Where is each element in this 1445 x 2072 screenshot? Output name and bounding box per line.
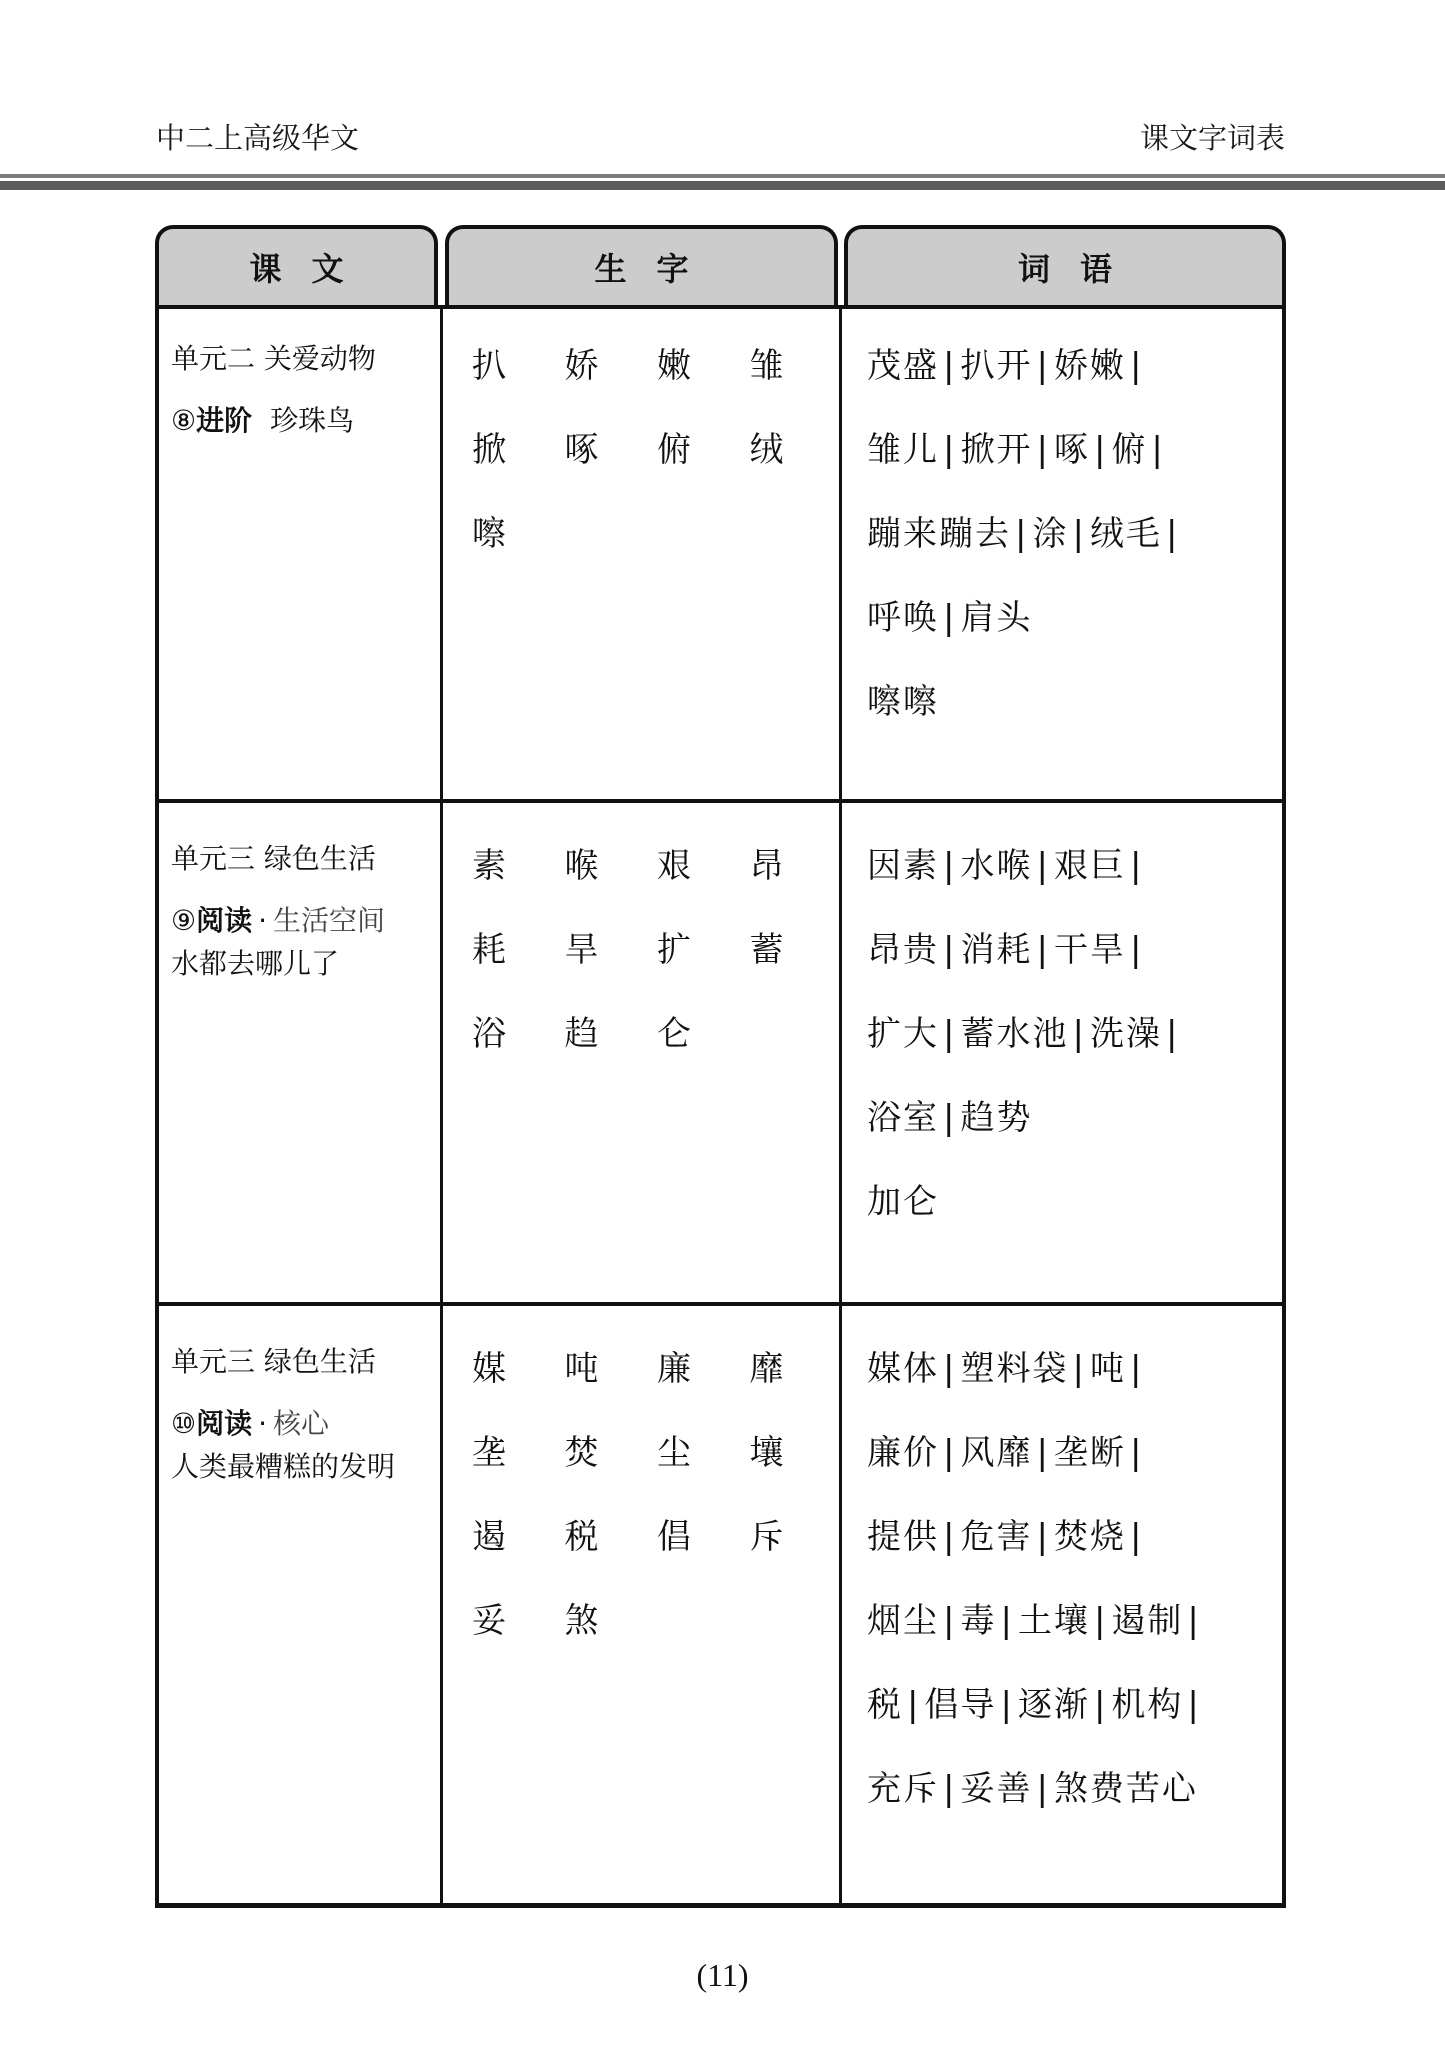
- vocabulary-word: 绒毛: [1089, 514, 1162, 554]
- vocabulary-word: 毒: [960, 1601, 997, 1641]
- column-header-lesson: [155, 225, 438, 305]
- word-separator: |: [1036, 846, 1050, 886]
- vocabulary-word: 娇嫩: [1053, 346, 1126, 386]
- word-line: [867, 513, 1277, 597]
- new-character: 蓄: [749, 930, 784, 970]
- lesson-cell: [171, 1342, 436, 1490]
- word-separator: |: [907, 1685, 921, 1725]
- word-separator: |: [943, 1014, 957, 1054]
- section-title: 课文字词表: [1139, 121, 1285, 155]
- new-character: 绒: [749, 430, 784, 470]
- vocabulary-word: 蹦来蹦去: [867, 514, 1011, 554]
- middle-dot: ·: [258, 1407, 268, 1440]
- vocabulary-word: 趋势: [960, 1098, 1033, 1138]
- new-character: 廉: [657, 1349, 691, 1389]
- vocabulary-word: 啄: [1053, 430, 1090, 470]
- vocabulary-word: 洗澡: [1089, 1014, 1162, 1054]
- word-separator: |: [1165, 514, 1180, 554]
- new-character: 俯: [657, 430, 691, 470]
- word-separator: |: [1072, 1349, 1086, 1389]
- book-title: 中二上高级华文: [156, 121, 360, 155]
- word-separator: |: [943, 1517, 957, 1557]
- vocabulary-word: 垄断: [1053, 1433, 1126, 1473]
- word-separator: |: [943, 1601, 957, 1641]
- word-separator: |: [943, 1349, 957, 1389]
- word-line: [867, 929, 1277, 1013]
- word-separator: |: [1093, 1601, 1108, 1641]
- new-character: 浴: [472, 1014, 506, 1054]
- column-divider: [440, 307, 443, 1908]
- header-rule-thick: [0, 181, 1445, 190]
- row-divider: [155, 1302, 1286, 1306]
- word-separator: |: [1129, 846, 1144, 886]
- vocabulary-word: 充斥: [867, 1769, 939, 1809]
- vocabulary-word: 烟尘: [867, 1601, 939, 1641]
- vocabulary-word: 嚓嚓: [867, 682, 939, 722]
- new-character: 艰: [657, 846, 691, 886]
- column-divider: [839, 307, 842, 1908]
- vocabulary-word: 倡导: [924, 1685, 997, 1725]
- words-cell: [867, 1348, 1277, 1852]
- new-character: 素: [472, 846, 506, 886]
- vocabulary-word: 塑料袋: [960, 1349, 1069, 1389]
- characters-cell: [460, 345, 830, 555]
- new-character: 妥: [472, 1601, 506, 1641]
- characters-cell: [460, 1348, 830, 1642]
- lesson-number: ⑨: [171, 904, 197, 937]
- lesson-type: 进阶: [196, 404, 253, 437]
- word-separator: |: [1187, 1685, 1201, 1725]
- word-line: [867, 1013, 1277, 1097]
- word-separator: |: [1129, 1517, 1144, 1557]
- word-separator: |: [1015, 514, 1029, 554]
- word-line: [867, 1432, 1277, 1516]
- word-separator: |: [943, 430, 957, 470]
- word-separator: |: [1093, 430, 1108, 470]
- new-character: 趋: [564, 1014, 599, 1054]
- word-line: [867, 1348, 1277, 1432]
- vocabulary-word: 水喉: [960, 846, 1033, 886]
- lesson-type: 阅读: [196, 904, 253, 937]
- vocabulary-word: 税: [867, 1685, 903, 1725]
- vocabulary-word: 危害: [960, 1517, 1033, 1557]
- row-divider: [155, 799, 1286, 803]
- vocabulary-word: 茂盛: [867, 346, 939, 386]
- lesson-heading: [171, 901, 436, 941]
- new-character: 昂: [749, 846, 784, 886]
- vocabulary-word: 浴室: [867, 1098, 939, 1138]
- new-character: 扒: [472, 346, 506, 386]
- word-separator: |: [1151, 430, 1165, 470]
- vocabulary-word: 逐渐: [1017, 1685, 1090, 1725]
- vocabulary-word: 扩大: [867, 1014, 939, 1054]
- new-character: 嚓: [472, 514, 506, 554]
- new-character: 嫩: [657, 346, 691, 386]
- word-line: [867, 1097, 1277, 1181]
- word-separator: |: [1000, 1601, 1014, 1641]
- vocabulary-word: 俯: [1111, 430, 1148, 470]
- new-character: 尘: [657, 1433, 691, 1473]
- vocabulary-word: 蓄水池: [960, 1014, 1069, 1054]
- vocabulary-word: 妥善: [960, 1769, 1033, 1809]
- vocabulary-word: 媒体: [867, 1349, 939, 1389]
- header-rule-thin: [0, 174, 1445, 178]
- word-line: [867, 1768, 1277, 1852]
- new-character: 税: [564, 1517, 599, 1557]
- new-character: 斥: [749, 1517, 784, 1557]
- new-character: 吨: [564, 1349, 599, 1389]
- word-line: [867, 345, 1277, 429]
- vocabulary-word: 掀开: [960, 430, 1033, 470]
- vocabulary-word: 吨: [1089, 1349, 1126, 1389]
- vocabulary-word: 加仑: [867, 1182, 939, 1222]
- word-separator: |: [943, 1098, 957, 1138]
- word-separator: |: [1036, 1433, 1050, 1473]
- word-separator: |: [1072, 514, 1086, 554]
- lesson-number: ⑧: [171, 404, 197, 437]
- new-character: 壤: [749, 1433, 784, 1473]
- vocabulary-word: 扒开: [960, 346, 1033, 386]
- vocabulary-word: 昂贵: [867, 930, 939, 970]
- word-separator: |: [1000, 1685, 1014, 1725]
- word-line: [867, 1516, 1277, 1600]
- word-separator: |: [943, 1433, 957, 1473]
- word-separator: |: [1187, 1601, 1201, 1641]
- vocabulary-word: 消耗: [960, 930, 1033, 970]
- new-character: 遏: [472, 1517, 506, 1557]
- new-character: 倡: [657, 1517, 691, 1557]
- lesson-cell: [171, 839, 436, 987]
- word-separator: |: [1036, 1769, 1050, 1809]
- vocabulary-table: [155, 225, 1286, 1908]
- new-character: 媒: [472, 1349, 506, 1389]
- new-character: 仑: [657, 1014, 691, 1054]
- word-line: [867, 845, 1277, 929]
- lesson-title: 人类最糟糕的发明: [171, 1450, 396, 1483]
- new-character: 垄: [472, 1433, 506, 1473]
- column-header-words: [844, 225, 1286, 305]
- new-character: 煞: [564, 1601, 599, 1641]
- unit-label: 单元三 绿色生活: [171, 1345, 376, 1378]
- new-character: 娇: [564, 346, 599, 386]
- word-separator: |: [943, 346, 957, 386]
- word-separator: |: [943, 930, 957, 970]
- page-number: (11): [696, 1957, 749, 1993]
- vocabulary-word: 廉价: [867, 1433, 939, 1473]
- new-character: 雏: [749, 346, 784, 386]
- words-cell: [867, 845, 1277, 1265]
- lesson-category: 生活空间: [273, 904, 386, 937]
- lesson-category: 核心: [273, 1407, 330, 1440]
- lesson-number: ⑩: [171, 1407, 197, 1440]
- word-separator: |: [1129, 1433, 1144, 1473]
- word-line: [867, 1181, 1277, 1265]
- word-separator: |: [943, 1769, 957, 1809]
- lesson-title-inline: 珍珠鸟: [270, 404, 355, 437]
- lesson-heading: [171, 401, 436, 441]
- new-character: 耗: [472, 930, 506, 970]
- vocabulary-word: 煞费苦心: [1053, 1769, 1198, 1809]
- new-character: 靡: [749, 1349, 784, 1389]
- word-line: [867, 597, 1277, 681]
- vocabulary-word: 雏儿: [867, 430, 939, 470]
- vocabulary-word: 焚烧: [1053, 1517, 1126, 1557]
- vocabulary-word: 机构: [1111, 1685, 1184, 1725]
- column-header-label: 课文: [249, 250, 374, 288]
- word-separator: |: [1036, 1517, 1050, 1557]
- vocabulary-word: 风靡: [960, 1433, 1033, 1473]
- new-character: 焚: [564, 1433, 599, 1473]
- word-separator: |: [1093, 1685, 1108, 1725]
- new-character: 旱: [564, 930, 599, 970]
- new-character: 掀: [472, 430, 506, 470]
- word-separator: |: [1036, 346, 1050, 386]
- vocabulary-word: 因素: [867, 846, 939, 886]
- vocabulary-word: 艰巨: [1053, 846, 1126, 886]
- column-header-label: 词语: [1017, 250, 1142, 288]
- new-character: 喉: [564, 846, 599, 886]
- new-character: 啄: [564, 430, 599, 470]
- lesson-cell: [171, 339, 436, 441]
- word-separator: |: [943, 598, 957, 638]
- word-separator: |: [1129, 1349, 1144, 1389]
- characters-cell: [460, 845, 830, 1055]
- word-separator: |: [1165, 1014, 1180, 1054]
- word-separator: |: [1129, 930, 1144, 970]
- word-line: [867, 429, 1277, 513]
- column-header-label: 生字: [594, 250, 719, 288]
- new-character: 扩: [657, 930, 691, 970]
- lesson-type: 阅读: [196, 1407, 253, 1440]
- word-line: [867, 681, 1277, 765]
- vocabulary-word: 呼唤: [867, 598, 939, 638]
- word-separator: |: [1129, 346, 1144, 386]
- vocabulary-word: 涂: [1032, 514, 1069, 554]
- vocabulary-word: 土壤: [1017, 1601, 1090, 1641]
- column-header-characters: [445, 225, 838, 305]
- words-cell: [867, 345, 1277, 765]
- word-separator: |: [1036, 430, 1050, 470]
- word-separator: |: [943, 846, 957, 886]
- word-separator: |: [1072, 1014, 1086, 1054]
- unit-label: 单元二 关爱动物: [171, 342, 376, 375]
- middle-dot: ·: [258, 904, 268, 937]
- vocabulary-word: 遏制: [1111, 1601, 1184, 1641]
- word-line: [867, 1600, 1277, 1684]
- word-separator: |: [1036, 930, 1050, 970]
- vocabulary-word: 提供: [867, 1517, 939, 1557]
- vocabulary-word: 肩头: [960, 598, 1033, 638]
- unit-label: 单元三 绿色生活: [171, 842, 376, 875]
- lesson-heading: [171, 1404, 436, 1444]
- vocabulary-word: 干旱: [1053, 930, 1126, 970]
- lesson-title: 水都去哪儿了: [171, 947, 340, 980]
- word-line: [867, 1684, 1277, 1768]
